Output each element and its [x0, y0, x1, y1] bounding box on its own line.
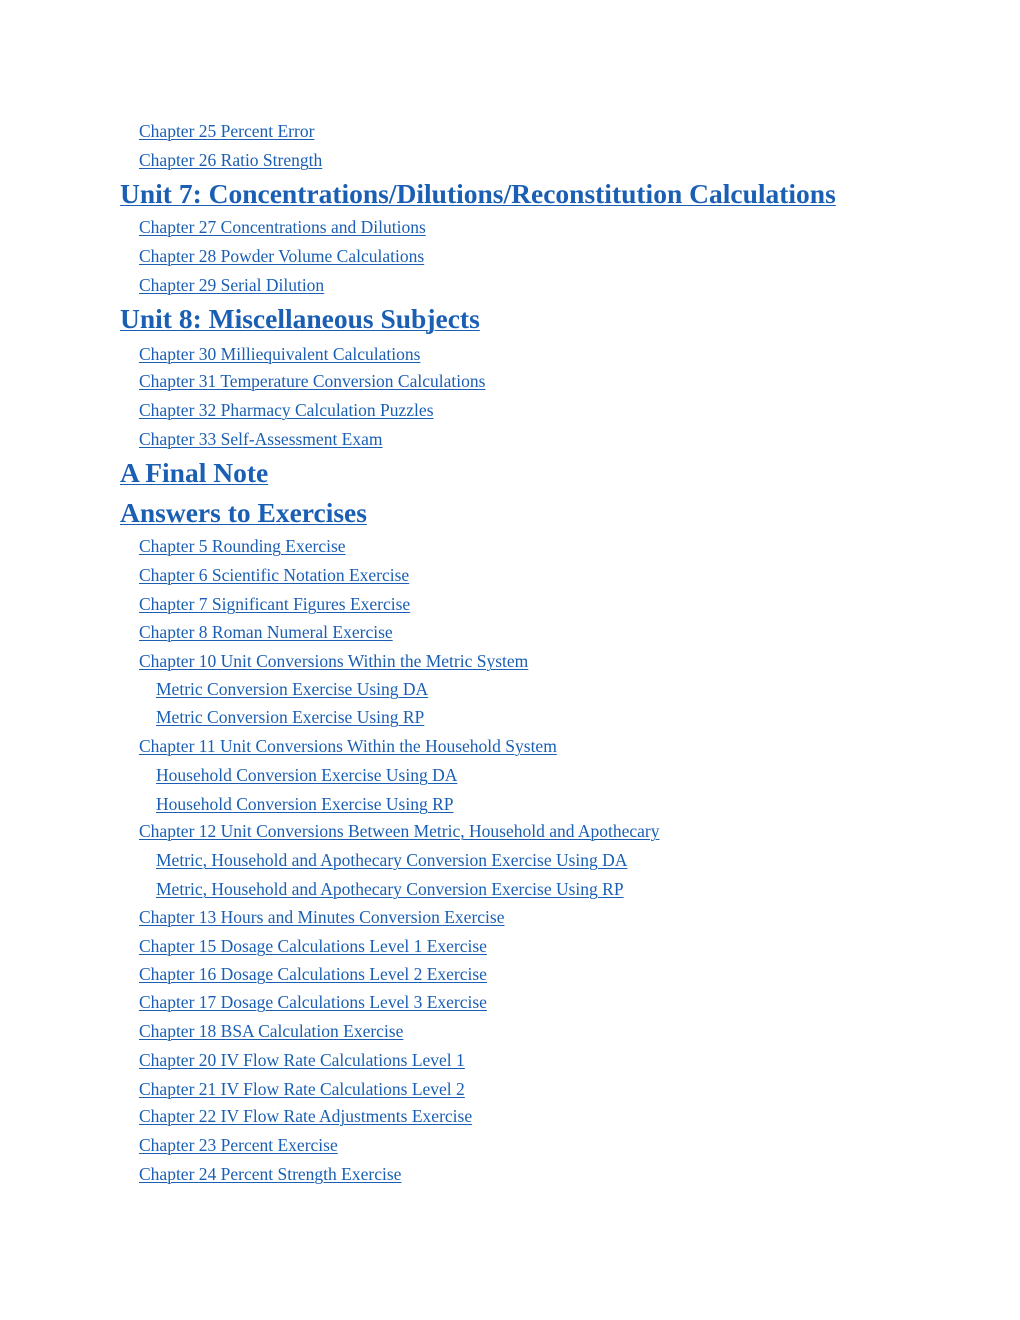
toc-link-chapter-33[interactable]: Chapter 33 Self-Assessment Exam	[139, 429, 383, 449]
toc-heading-final-note[interactable]: A Final Note	[120, 457, 269, 488]
toc-link-answers-chapter-15[interactable]: Chapter 15 Dosage Calculations Level 1 Exercise	[139, 936, 487, 956]
toc-link-chapter-26[interactable]: Chapter 26 Ratio Strength	[139, 150, 323, 170]
toc-link-answers-chapter-7[interactable]: Chapter 7 Significant Figures Exercise	[139, 594, 411, 614]
toc-link-answers-chapter-24[interactable]: Chapter 24 Percent Strength Exercise	[139, 1164, 402, 1184]
toc-link-chapter-28[interactable]: Chapter 28 Powder Volume Calculations	[139, 246, 425, 266]
toc-link-chapter-30[interactable]: Chapter 30 Milliequivalent Calculations	[139, 344, 421, 364]
toc-link-mha-rp[interactable]: Metric, Household and Apothecary Conversion Exercise Using RP	[156, 879, 624, 899]
toc-link-metric-da[interactable]: Metric Conversion Exercise Using DA	[156, 679, 429, 699]
toc-link-answers-chapter-13[interactable]: Chapter 13 Hours and Minutes Conversion Exercise	[139, 907, 505, 927]
toc-link-household-da[interactable]: Household Conversion Exercise Using DA	[156, 765, 458, 785]
toc-link-answers-chapter-8[interactable]: Chapter 8 Roman Numeral Exercise	[139, 622, 393, 642]
toc-link-answers-chapter-21[interactable]: Chapter 21 IV Flow Rate Calculations Level 2	[139, 1079, 465, 1099]
toc-link-answers-chapter-10[interactable]: Chapter 10 Unit Conversions Within the Metric System	[139, 651, 529, 671]
toc-link-answers-chapter-12[interactable]: Chapter 12 Unit Conversions Between Metric, Household and Apothecary	[139, 821, 660, 841]
toc-link-answers-chapter-16[interactable]: Chapter 16 Dosage Calculations Level 2 Exercise	[139, 964, 487, 984]
toc-link-chapter-31[interactable]: Chapter 31 Temperature Conversion Calculations	[139, 371, 486, 391]
toc-link-mha-da[interactable]: Metric, Household and Apothecary Conversion Exercise Using DA	[156, 850, 628, 870]
toc-link-answers-chapter-11[interactable]: Chapter 11 Unit Conversions Within the Household System	[139, 736, 557, 756]
toc-heading-unit-8[interactable]: Unit 8: Miscellaneous Subjects	[120, 303, 480, 334]
toc-heading-unit-7[interactable]: Unit 7: Concentrations/Dilutions/Reconstitution Calculations	[120, 178, 836, 209]
toc-link-chapter-27[interactable]: Chapter 27 Concentrations and Dilutions	[139, 217, 426, 237]
toc-heading-answers[interactable]: Answers to Exercises	[120, 497, 367, 528]
toc-link-chapter-25[interactable]: Chapter 25 Percent Error	[139, 121, 315, 141]
toc-link-answers-chapter-18[interactable]: Chapter 18 BSA Calculation Exercise	[139, 1021, 404, 1041]
toc-link-answers-chapter-17[interactable]: Chapter 17 Dosage Calculations Level 3 Exercise	[139, 992, 487, 1012]
toc-link-chapter-32[interactable]: Chapter 32 Pharmacy Calculation Puzzles	[139, 400, 434, 420]
toc-link-answers-chapter-5[interactable]: Chapter 5 Rounding Exercise	[139, 536, 346, 556]
toc-link-metric-rp[interactable]: Metric Conversion Exercise Using RP	[156, 707, 425, 727]
toc-link-answers-chapter-6[interactable]: Chapter 6 Scientific Notation Exercise	[139, 565, 410, 585]
toc-link-answers-chapter-20[interactable]: Chapter 20 IV Flow Rate Calculations Level 1	[139, 1050, 465, 1070]
toc-link-chapter-29[interactable]: Chapter 29 Serial Dilution	[139, 275, 325, 295]
toc-link-answers-chapter-23[interactable]: Chapter 23 Percent Exercise	[139, 1135, 338, 1155]
toc-link-answers-chapter-22[interactable]: Chapter 22 IV Flow Rate Adjustments Exercise	[139, 1106, 473, 1126]
toc-link-household-rp[interactable]: Household Conversion Exercise Using RP	[156, 794, 454, 814]
